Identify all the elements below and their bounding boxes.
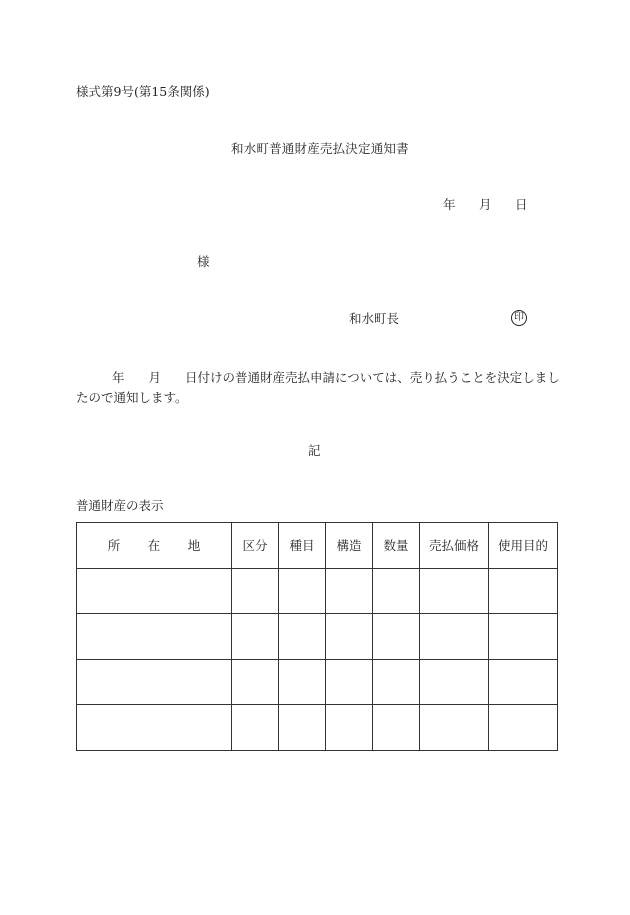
table-cell — [373, 614, 420, 660]
addressee-honorific: 様 — [197, 254, 210, 269]
table-cell — [326, 568, 373, 614]
table-cell — [420, 614, 489, 660]
header-location — [77, 523, 232, 569]
table-cell — [489, 614, 558, 660]
date-month-label: 月 — [479, 197, 492, 212]
table-row — [77, 705, 558, 751]
issuer-name: 和水町長 — [349, 311, 400, 326]
body-year-label: 年 — [112, 370, 125, 385]
table-row — [77, 614, 558, 660]
document-title: 和水町普通財産売払決定通知書 — [231, 141, 409, 156]
table-cell — [232, 705, 279, 751]
table-cell — [373, 705, 420, 751]
table-cell — [77, 568, 232, 614]
table-cell — [232, 568, 279, 614]
form-number: 様式第9号(第15条関係) — [76, 84, 210, 99]
table-cell — [420, 659, 489, 705]
table-cell — [279, 568, 326, 614]
table-cell — [489, 659, 558, 705]
table-caption: 普通財産の表示 — [76, 498, 164, 513]
table-cell — [489, 705, 558, 751]
date-day-label: 日 — [515, 197, 528, 212]
table-cell — [77, 705, 232, 751]
header-location-char: 在 — [147, 538, 161, 554]
notice-body — [76, 368, 560, 408]
table-cell — [232, 614, 279, 660]
ki-heading: 記 — [308, 443, 321, 458]
table-cell — [232, 659, 279, 705]
body-text: 日付けの普通財産売払申請については、売り払うことを決定しましたので通知します。 — [76, 370, 560, 405]
table-row — [77, 568, 558, 614]
table-cell — [326, 659, 373, 705]
table-cell — [279, 705, 326, 751]
header-quantity: 数量 — [373, 523, 420, 569]
header-purpose: 使用目的 — [489, 523, 558, 569]
table-cell — [77, 614, 232, 660]
table-cell — [420, 568, 489, 614]
table-header-row — [77, 523, 558, 569]
body-month-label: 月 — [148, 370, 162, 385]
seal-mark: 印 — [511, 310, 527, 326]
table-cell — [326, 614, 373, 660]
header-structure: 構造 — [326, 523, 373, 569]
header-type: 種目 — [279, 523, 326, 569]
table-cell — [489, 568, 558, 614]
table-cell — [373, 568, 420, 614]
date-line — [443, 199, 528, 212]
table-cell — [279, 659, 326, 705]
header-location-char: 所 — [107, 538, 121, 554]
header-category: 区分 — [232, 523, 279, 569]
table-cell — [373, 659, 420, 705]
table-cell — [279, 614, 326, 660]
table-cell — [420, 705, 489, 751]
table-row — [77, 659, 558, 705]
table-cell — [326, 705, 373, 751]
header-sale-price: 売払価格 — [420, 523, 489, 569]
property-table — [76, 522, 558, 751]
date-year-label: 年 — [443, 197, 456, 212]
header-location-char: 地 — [187, 538, 201, 554]
table-cell — [77, 659, 232, 705]
